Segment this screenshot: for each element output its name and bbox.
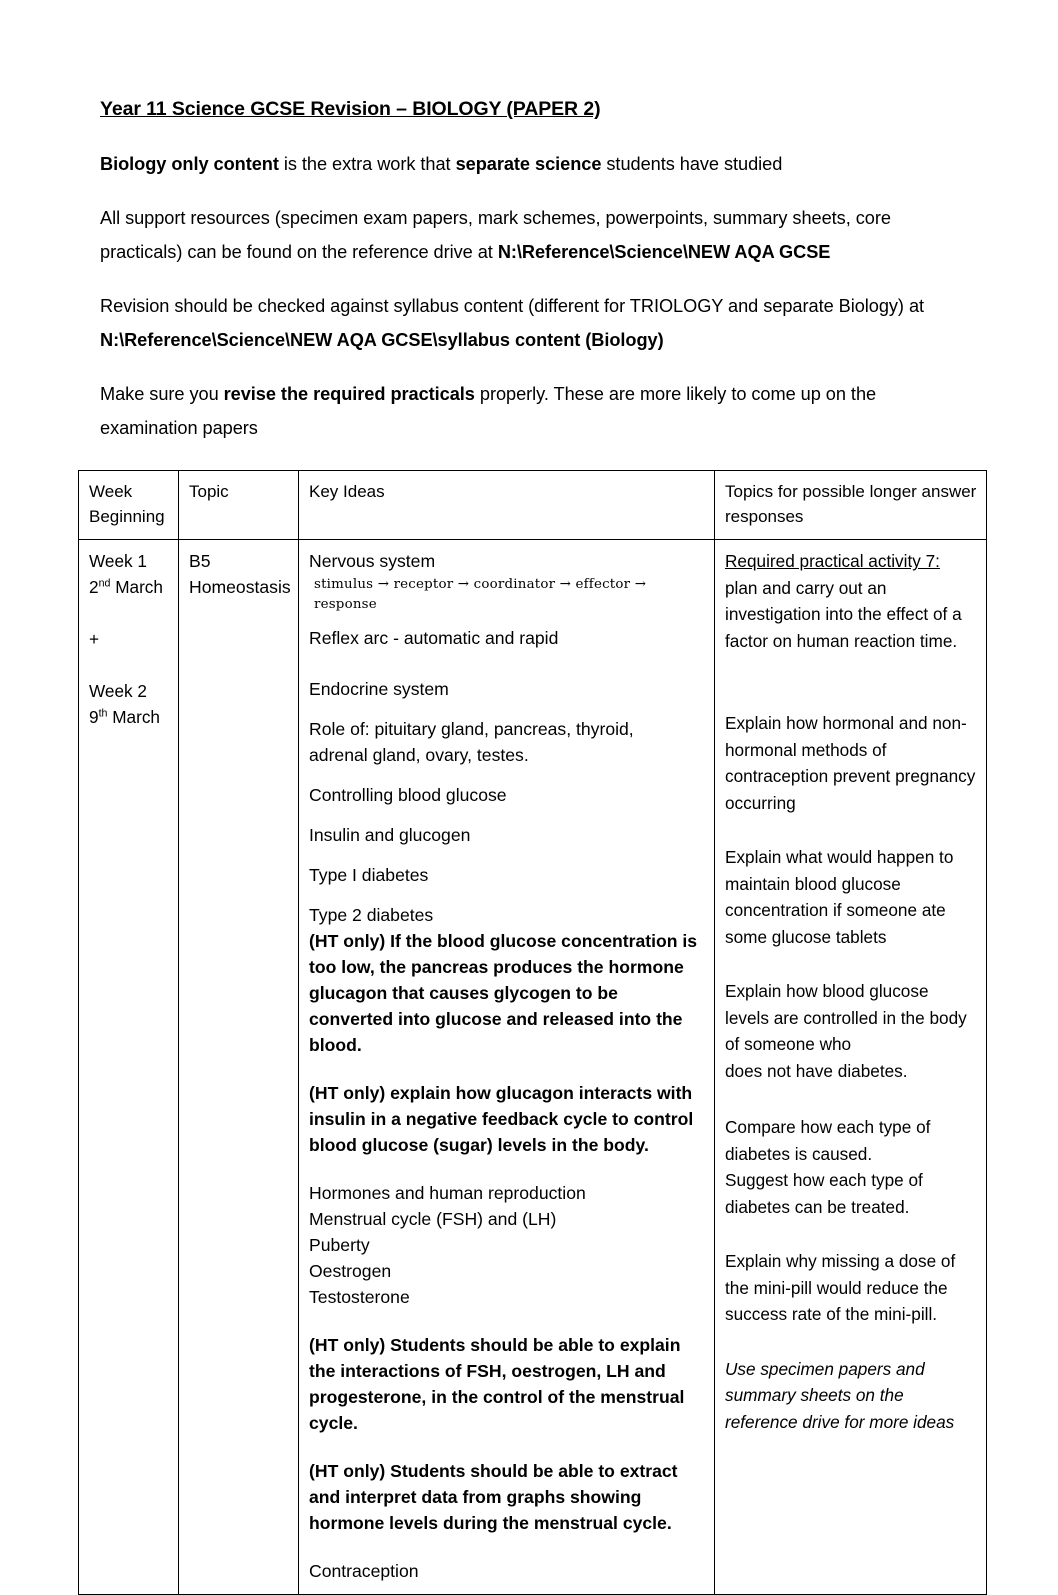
week-plus-separator: + xyxy=(89,629,100,650)
column-header-key-ideas: Key Ideas xyxy=(299,471,715,540)
key-type-2-diabetes: Type 2 diabetes xyxy=(309,905,434,926)
key-controlling-blood-glucose: Controlling blood glucose xyxy=(309,785,507,806)
table-row xyxy=(79,540,987,1595)
revision-schedule-table xyxy=(78,470,987,1595)
week-2-date-number: 9 xyxy=(89,707,99,728)
key-gap-5 xyxy=(309,1436,705,1458)
intro-text-end: students have studied xyxy=(601,154,783,175)
key-gap-6 xyxy=(309,1536,705,1558)
key-role-of-line1: Role of: pituitary gland, pancreas, thyroid, xyxy=(309,719,634,740)
week-1-date-month: March xyxy=(110,577,163,598)
week-1-date-number: 2 xyxy=(89,577,99,598)
week-2-date xyxy=(89,704,169,730)
longer-gap-4 xyxy=(725,1084,977,1114)
longer-glucose-control-line2: does not have diabetes. xyxy=(725,1060,908,1081)
key-reflex-arc: Reflex arc - automatic and rapid xyxy=(309,628,559,649)
key-gap-3 xyxy=(309,1158,705,1180)
week-spacer-1 xyxy=(89,600,169,626)
intro-bold-biology-only: Biology only content xyxy=(100,154,279,175)
longer-compare-diabetes: Compare how each type of diabetes is caused. xyxy=(725,1117,931,1164)
intro-paragraph-2 xyxy=(100,201,940,269)
cell-longer-answers xyxy=(715,540,987,1595)
week-1-date xyxy=(89,574,169,600)
longer-glucose-control-line1: Explain how blood glucose levels are controlled in the body of someone who xyxy=(725,981,967,1055)
intro-paragraph-1 xyxy=(100,147,940,181)
cell-key-ideas xyxy=(299,540,715,1595)
intro-paragraph-3 xyxy=(100,289,940,357)
key-gap-2 xyxy=(309,1058,705,1080)
syllabus-text: Revision should be checked against syllabus content (different for TRIOLOGY and separate Biology) at xyxy=(100,296,925,317)
key-insulin-glucogen: Insulin and glucogen xyxy=(309,825,471,846)
key-role-of-line2: adrenal gland, ovary, testes. xyxy=(309,745,529,766)
longer-specimen-papers-note: Use specimen papers and summary sheets on the reference drive for more ideas xyxy=(725,1358,955,1432)
week-spacer-2 xyxy=(89,652,169,678)
key-menstrual-cycle: Menstrual cycle (FSH) and (LH) xyxy=(309,1209,557,1230)
week-2-date-ordinal: th xyxy=(98,707,108,720)
week-1-date-ordinal: nd xyxy=(98,577,111,590)
resources-path: N:\Reference\Science\NEW AQA GCSE xyxy=(497,242,831,263)
week-2-label: Week 2 xyxy=(89,681,147,702)
topic-code: B5 xyxy=(189,551,211,572)
longer-gap-1 xyxy=(725,654,977,710)
key-type-1-diabetes: Type I diabetes xyxy=(309,865,429,886)
longer-gap-2 xyxy=(725,816,977,844)
key-contraception: Contraception xyxy=(309,1561,419,1582)
longer-mini-pill: Explain why missing a dose of the mini-pill would reduce the success rate of the mini-pill. xyxy=(725,1251,956,1325)
practicals-text-start: Make sure you xyxy=(100,384,224,405)
key-puberty: Puberty xyxy=(309,1235,370,1256)
resources-text: All support resources (specimen exam papers, mark schemes, powerpoints, summary sheets, core practicals) can be found on the reference drive at xyxy=(100,208,891,263)
longer-gap-6 xyxy=(725,1328,977,1356)
intro-bold-separate-science: separate science xyxy=(455,154,602,175)
key-oestrogen: Oestrogen xyxy=(309,1261,392,1282)
column-header-week-beginning: Week Beginning xyxy=(79,471,179,540)
column-header-longer-answers: Topics for possible longer answer responses xyxy=(715,471,987,540)
table-header-row xyxy=(79,471,987,540)
syllabus-path: N:\Reference\Science\NEW AQA GCSE\syllabus content (Biology) xyxy=(100,330,664,351)
intro-text-mid: is the extra work that xyxy=(278,154,456,175)
required-practical-body: plan and carry out an investigation into the effect of a factor on human reaction time. xyxy=(725,577,962,651)
key-gap-4 xyxy=(309,1310,705,1332)
topic-name: Homeostasis xyxy=(189,577,291,598)
longer-treat-diabetes: Suggest how each type of diabetes can be treated. xyxy=(725,1170,923,1217)
cell-topic xyxy=(179,540,299,1595)
longer-gap-3 xyxy=(725,950,977,978)
page-title: Year 11 Science GCSE Revision – BIOLOGY (PAPER 2) xyxy=(100,98,601,120)
key-endocrine-system: Endocrine system xyxy=(309,679,449,700)
practicals-text-end: properly. These are more likely to come up on the examination papers xyxy=(100,384,877,439)
key-reflex-pathway: stimulus → receptor → coordinator → effector → response xyxy=(314,577,647,613)
longer-glucose-tablets: Explain what would happen to maintain blood glucose concentration if someone ate some glucose tablets xyxy=(725,847,954,947)
longer-required-practical xyxy=(725,548,977,654)
intro-paragraph-4 xyxy=(100,377,940,445)
week-1-label: Week 1 xyxy=(89,551,147,572)
longer-contraception-methods: Explain how hormonal and non-hormonal methods of contraception prevent pregnancy occurring xyxy=(725,713,976,813)
week-2-date-month: March xyxy=(107,707,160,728)
key-ht-only-glucagon: (HT only) If the blood glucose concentration is too low, the pancreas produces the hormone glucagon that causes glycogen to be converted into glucose and released into the blood. xyxy=(309,931,698,1056)
key-ht-only-graph-data: (HT only) Students should be able to extract and interpret data from graphs showing hormone levels during the menstrual cycle. xyxy=(309,1461,678,1534)
key-ht-only-negative-feedback: (HT only) explain how glucagon interacts with insulin in a negative feedback cycle to control blood glucose (sugar) levels in the body. xyxy=(309,1083,694,1156)
column-header-topic: Topic xyxy=(179,471,299,540)
key-ht-only-fsh-interactions: (HT only) Students should be able to explain the interactions of FSH, oestrogen, LH and progesterone, in the control of the menstrual cycle. xyxy=(309,1335,685,1434)
cell-week-beginning xyxy=(79,540,179,1595)
key-nervous-system: Nervous system xyxy=(309,551,436,572)
required-practical-heading: Required practical activity 7: xyxy=(725,551,940,572)
key-hormones-reproduction: Hormones and human reproduction xyxy=(309,1183,586,1204)
key-gap-1 xyxy=(309,665,705,676)
key-testosterone: Testosterone xyxy=(309,1287,410,1308)
longer-gap-5 xyxy=(725,1220,977,1248)
practicals-bold: revise the required practicals xyxy=(223,384,475,405)
